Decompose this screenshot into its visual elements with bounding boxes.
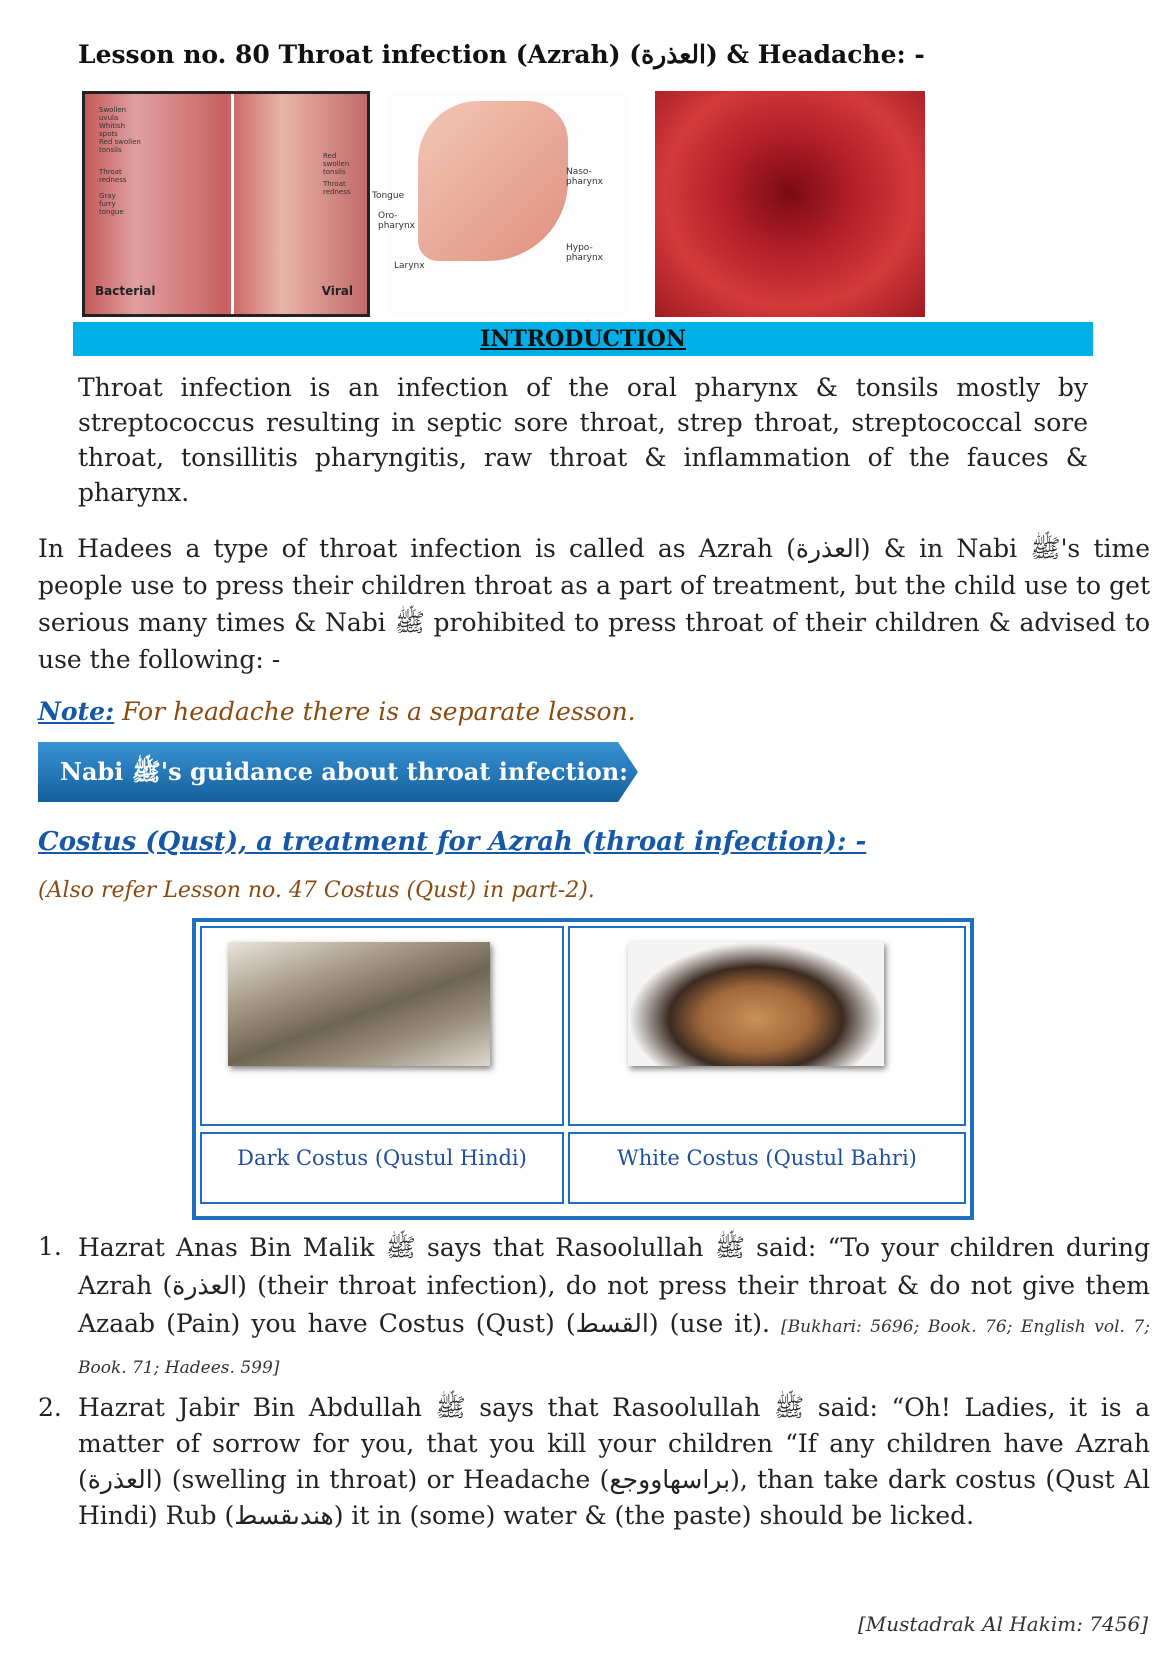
white-costus-caption-cell: [568, 1132, 966, 1204]
introduction-bar: [73, 322, 1093, 356]
white-costus-photo: [628, 942, 884, 1066]
tongue-label: Tongue: [372, 191, 405, 201]
note-label: Note:: [38, 697, 115, 726]
note-line: [38, 697, 636, 726]
introduction-paragraph: Throat infection is an infection of the oral pharynx & tonsils mostly by streptococcus resulting in septic sore throat, strep throat, streptococcal sore throat, tonsillitis pharyngitis, raw throat & inflammation of the fauces & pharynx.: [78, 373, 1088, 507]
costus-subheading: Costus (Qust), a treatment for Azrah (throat infection): -: [38, 827, 867, 857]
dark-costus-caption-cell: [200, 1132, 564, 1204]
item-number: 2.: [38, 1393, 62, 1422]
larynx-label: Larynx: [394, 261, 425, 271]
page-title: Lesson no. 80 Throat infection (Azrah) (العذرة) & Headache: -: [78, 40, 925, 69]
nasopharynx-label: Naso- pharynx: [566, 167, 603, 187]
head-cross-section: [418, 101, 568, 261]
note-text: For headache there is a separate lesson.: [114, 697, 636, 726]
dark-costus-image-cell: [200, 926, 564, 1126]
oropharynx-label: Oro- pharynx: [378, 211, 415, 231]
hadees-item-citation: [Bukhari: 5696; Book. 76; English vol. 7; Book. 71; Hadees. 599]: [78, 1317, 1150, 1378]
reference-note: (Also refer Lesson no. 47 Costus (Qust) in part-2).: [38, 878, 595, 903]
dark-costus-photo: [228, 942, 490, 1066]
viral-label: Viral: [321, 284, 353, 298]
hadees-item-2: [78, 1390, 1150, 1534]
infected-throat-photo: [655, 91, 925, 317]
image-divider: [231, 94, 234, 314]
bacterial-notes: Swollen uvula Whitish spots Red swollen tonsils Throat redness Gray furry tongue: [99, 106, 141, 216]
hypopharynx-label: Hypo- pharynx: [566, 243, 603, 263]
guidance-banner-text: Nabi ﷺ's guidance about throat infection: -: [60, 757, 647, 786]
hadees-item-citation: [Mustadrak Al Hakim: 7456]: [858, 1612, 1148, 1636]
pharynx-anatomy-diagram: [372, 91, 628, 317]
costus-table: [192, 918, 974, 1220]
bacterial-label: Bacterial: [95, 284, 156, 298]
item-number: 1.: [38, 1232, 62, 1261]
hadees-item-text: Hazrat Jabir Bin Abdullah ﷺ says that Rasoolullah ﷺ said: “Oh! Ladies, it is a matter of sorrow for you, that you kill your children “If any children have Azrah (العذرة) (swelling in throat) or Headache (براسهاووجع), than take dark costus (Qust Al Hindi) Rub (هندىقسط) it in (some) water & (the paste) should be licked.: [78, 1393, 1151, 1530]
white-costus-caption: White Costus (Qustul Bahri): [617, 1146, 917, 1170]
dark-costus-caption: Dark Costus (Qustul Hindi): [237, 1146, 527, 1170]
introduction-heading: INTRODUCTION: [480, 326, 686, 352]
viral-notes: Red swollen tonsils Throat redness: [323, 152, 351, 196]
hadees-paragraph: In Hadees a type of throat infection is called as Azrah (العذرة) & in Nabi ﷺ's time people use to press their children throat as a part of treatment, but the child use to get serious many times & Nabi ﷺ prohibited to press throat of their children & advised to use the following: -: [38, 534, 1150, 674]
hadees-item-text: Hazrat Anas Bin Malik ﷺ says that Rasoolullah ﷺ said: “To your children during Azrah (العذرة) (their throat infection), do not press their throat & do not give them Azaab (Pain) you have Costus (Qust) (القسط) (use it).: [78, 1233, 1150, 1338]
throat-comparison-image: [82, 91, 370, 317]
hadees-item-1: [78, 1229, 1150, 1387]
white-costus-image-cell: [568, 926, 966, 1126]
